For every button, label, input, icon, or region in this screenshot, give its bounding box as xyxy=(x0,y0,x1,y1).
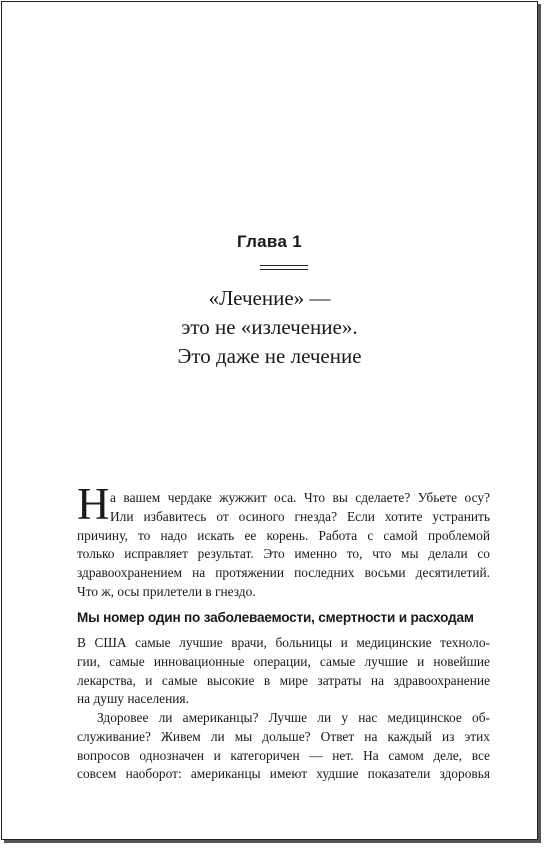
text-line: причину, то надо искать ее корень. Работа с самой проблемой xyxy=(77,527,490,543)
drop-cap: Н xyxy=(77,479,110,529)
chapter-title-line: Это даже не лечение xyxy=(177,344,362,368)
book-page xyxy=(1,1,538,840)
chapter-title xyxy=(2,284,537,371)
intro-paragraph xyxy=(77,489,490,602)
body-paragraph-2 xyxy=(77,709,490,784)
chapter-label: Глава 1 xyxy=(236,232,302,251)
text-line: лекарства, и самые высокие в мире затраты на здравоохранение xyxy=(77,672,490,688)
text-line: Что ж, осы прилетели в гнездо. xyxy=(77,583,256,599)
body-paragraph-1 xyxy=(77,634,490,709)
text-line: только исправляет результат. Это именно то, что мы делали со xyxy=(77,546,490,562)
double-rule-bottom xyxy=(260,269,308,270)
text-line: здравоохранением на протяжении последних восьми десятилетий. xyxy=(77,565,490,581)
text-line: совсем наоборот: американцы имеют худшие показатели здоровья xyxy=(77,766,490,782)
chapter-title-line: «Лечение» — xyxy=(208,286,331,310)
chapter-title-line: это не «излечение». xyxy=(181,315,358,339)
text-line: Здоровее ли американцы? Лучше ли у нас медицинское об- xyxy=(97,710,490,725)
text-line: вопросов однозначен и категоричен — нет. На самом деле, все xyxy=(77,747,490,763)
double-rule-top xyxy=(260,265,308,266)
text-line: В США самые лучшие врачи, больницы и медицинские техноло- xyxy=(77,635,490,650)
text-line: а вашем чердаке жужжит оса. Что вы сделаете? Убьете осу? xyxy=(110,490,490,505)
text-line: Или избавитесь от осиного гнезда? Если хотите устранить xyxy=(110,508,490,524)
text-line: служивание? Живем ли мы дольше? Ответ на каждый из этих xyxy=(77,728,490,744)
text-line: гии, самые инновационные операции, самые лучшие и новейшие xyxy=(77,653,490,669)
text-line: на душу населения. xyxy=(77,691,189,707)
section-heading: Мы номер один по заболеваемости, смертности и расходам xyxy=(77,610,474,625)
